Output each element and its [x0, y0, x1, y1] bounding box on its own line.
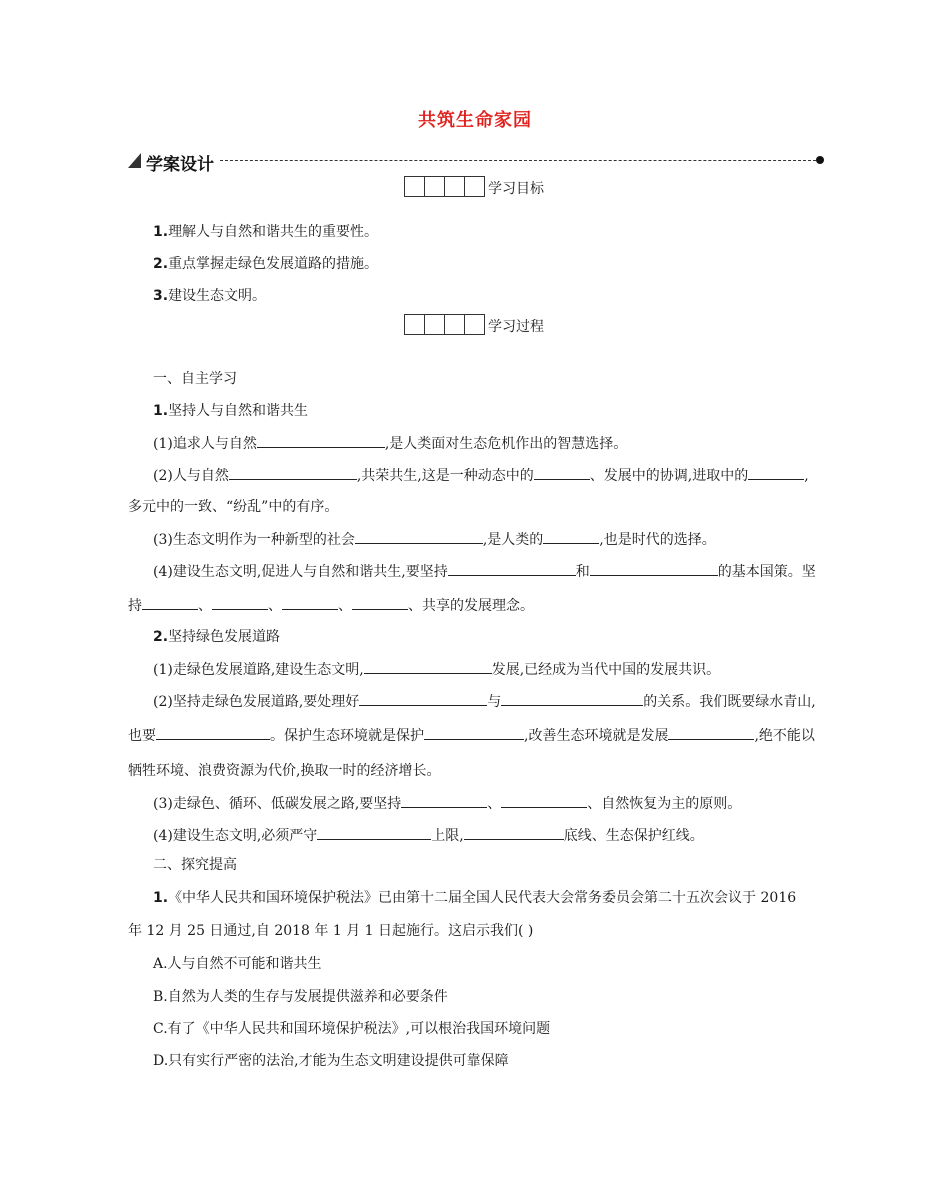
goal-text: 重点掌握走绿色发展道路的措施。 — [168, 256, 379, 272]
goal-text: 建设生态文明。 — [168, 288, 267, 304]
text: 持 — [128, 598, 142, 614]
text: ,也是时代的选择。 — [599, 532, 716, 548]
header-box — [404, 314, 425, 335]
text: 、 — [268, 598, 282, 614]
answer-blank[interactable] — [212, 594, 268, 610]
text: 、发展中的协调,进取中的 — [589, 468, 749, 484]
fill-line-cont: 多元中的一致、“纷乱”中的有序。 — [128, 499, 339, 515]
question-number: 1. — [153, 890, 169, 906]
fill-line — [153, 432, 627, 453]
question-stem-text: 《中华人民共和国环境保护税法》已由第十二届全国人民代表大会常务委员会第二十五次会议于 2016 — [168, 890, 797, 906]
text: 上限, — [431, 828, 464, 844]
text: 的基本国策。坚 — [717, 564, 816, 580]
fill-line — [153, 792, 741, 813]
text: ,改善生态环境就是发展 — [524, 728, 669, 744]
question-stem-cont: 年 12 月 25 日通过,自 2018 年 1 月 1 日起施行。这启示我们( ) — [128, 923, 534, 939]
text: (2)人与自然 — [153, 468, 229, 484]
goal-item — [153, 285, 266, 305]
text: (2)坚持走绿色发展道路,要处理好 — [153, 694, 360, 710]
answer-blank[interactable] — [229, 464, 357, 480]
answer-blank[interactable] — [590, 560, 718, 576]
option-d[interactable]: D.只有实行严密的法治,才能为生态文明建设提供可靠保障 — [153, 1053, 509, 1069]
answer-blank[interactable] — [355, 528, 483, 544]
goal-number: 3. — [153, 288, 169, 304]
answer-blank[interactable] — [142, 594, 198, 610]
answer-blank[interactable] — [364, 658, 492, 674]
option-a[interactable]: A.人与自然不可能和谐共生 — [153, 956, 322, 972]
dot-icon — [816, 156, 824, 164]
text: ,是人类的 — [482, 532, 544, 548]
fill-line — [153, 824, 704, 845]
header-boxes — [404, 176, 484, 196]
fill-line — [153, 560, 816, 581]
text: 的关系。我们既要绿水青山, — [643, 694, 816, 710]
question-number: 1. — [153, 403, 169, 419]
answer-blank[interactable] — [156, 724, 270, 740]
part2-heading: 二、探究提高 — [153, 857, 237, 873]
goal-item — [153, 253, 378, 273]
answer-blank[interactable] — [464, 824, 564, 840]
text: (1)走绿色发展道路,建设生态文明, — [153, 662, 364, 678]
answer-blank[interactable] — [448, 560, 576, 576]
header-box — [464, 314, 485, 335]
answer-blank[interactable] — [534, 464, 590, 480]
goal-item — [153, 221, 378, 241]
answer-blank[interactable] — [501, 690, 643, 706]
question-number: 2. — [153, 629, 169, 645]
goal-text: 理解人与自然和谐共生的重要性。 — [168, 224, 379, 240]
option-c[interactable]: C.有了《中华人民共和国环境保护税法》,可以根治我国环境问题 — [153, 1021, 551, 1037]
text: , — [804, 468, 809, 484]
text: 、 — [338, 598, 352, 614]
fill-line — [153, 464, 809, 485]
text: 与 — [487, 694, 502, 710]
answer-blank[interactable] — [282, 594, 338, 610]
answer-blank[interactable] — [543, 528, 599, 544]
question-title — [153, 626, 280, 646]
question-title — [153, 400, 308, 420]
question-title-text: 坚持绿色发展道路 — [168, 629, 281, 645]
answer-blank[interactable] — [257, 432, 385, 448]
text: 和 — [575, 564, 590, 580]
answer-blank[interactable] — [359, 690, 487, 706]
header-box — [444, 314, 465, 335]
fill-line-cont — [128, 594, 534, 615]
page-title: 共筑生命家园 — [418, 110, 532, 131]
header-box — [424, 176, 445, 197]
process-label: 学习过程 — [488, 319, 544, 335]
section-banner — [128, 150, 828, 175]
text: (3)生态文明作为一种新型的社会 — [153, 532, 355, 548]
header-box — [404, 176, 425, 197]
banner-label: 学案设计 — [146, 155, 214, 175]
text: 、自然恢复为主的原则。 — [587, 796, 742, 812]
answer-blank[interactable] — [748, 464, 804, 480]
text: ,共荣共生,这是一种动态中的 — [356, 468, 534, 484]
header-box — [464, 176, 485, 197]
question-title-text: 坚持人与自然和谐共生 — [168, 403, 309, 419]
text: 、 — [487, 796, 502, 812]
fill-line-cont — [128, 724, 815, 745]
header-box — [424, 314, 445, 335]
header-boxes — [404, 314, 484, 334]
answer-blank[interactable] — [501, 792, 587, 808]
goal-number: 1. — [153, 224, 169, 240]
text: 。保护生态环境就是保护 — [270, 728, 424, 744]
goals-label: 学习目标 — [488, 181, 544, 197]
text: ,绝不能以 — [754, 728, 815, 744]
answer-blank[interactable] — [424, 724, 524, 740]
text: (3)走绿色、循环、低碳发展之路,要坚持 — [153, 796, 402, 812]
goal-number: 2. — [153, 256, 169, 272]
text: (4)建设生态文明,必须严守 — [153, 828, 318, 844]
text: ,是人类面对生态危机作出的智慧选择。 — [384, 436, 628, 452]
triangle-icon — [128, 153, 141, 168]
answer-blank[interactable] — [401, 792, 487, 808]
fill-line — [153, 658, 720, 679]
option-b[interactable]: B.自然为人类的生存与发展提供滋养和必要条件 — [153, 989, 448, 1005]
text: 、 — [198, 598, 212, 614]
fill-line-cont: 牺牲环境、浪费资源为代价,换取一时的经济增长。 — [128, 763, 441, 779]
fill-line — [153, 690, 816, 711]
answer-blank[interactable] — [317, 824, 431, 840]
text: (4)建设生态文明,促进人与自然和谐共生,要坚持 — [153, 564, 448, 580]
part1-heading: 一、自主学习 — [153, 371, 237, 387]
answer-blank[interactable] — [352, 594, 408, 610]
text: 也要 — [128, 728, 156, 744]
fill-line — [153, 528, 716, 549]
text: 、共享的发展理念。 — [408, 598, 534, 614]
question-stem — [153, 887, 796, 907]
text: 底线、生态保护红线。 — [563, 828, 704, 844]
text: 发展,已经成为当代中国的发展共识。 — [491, 662, 721, 678]
header-box — [444, 176, 465, 197]
answer-blank[interactable] — [668, 724, 754, 740]
process-header — [0, 314, 950, 336]
goals-header — [0, 176, 950, 198]
text: (1)追求人与自然 — [153, 436, 257, 452]
banner-divider — [220, 160, 816, 161]
